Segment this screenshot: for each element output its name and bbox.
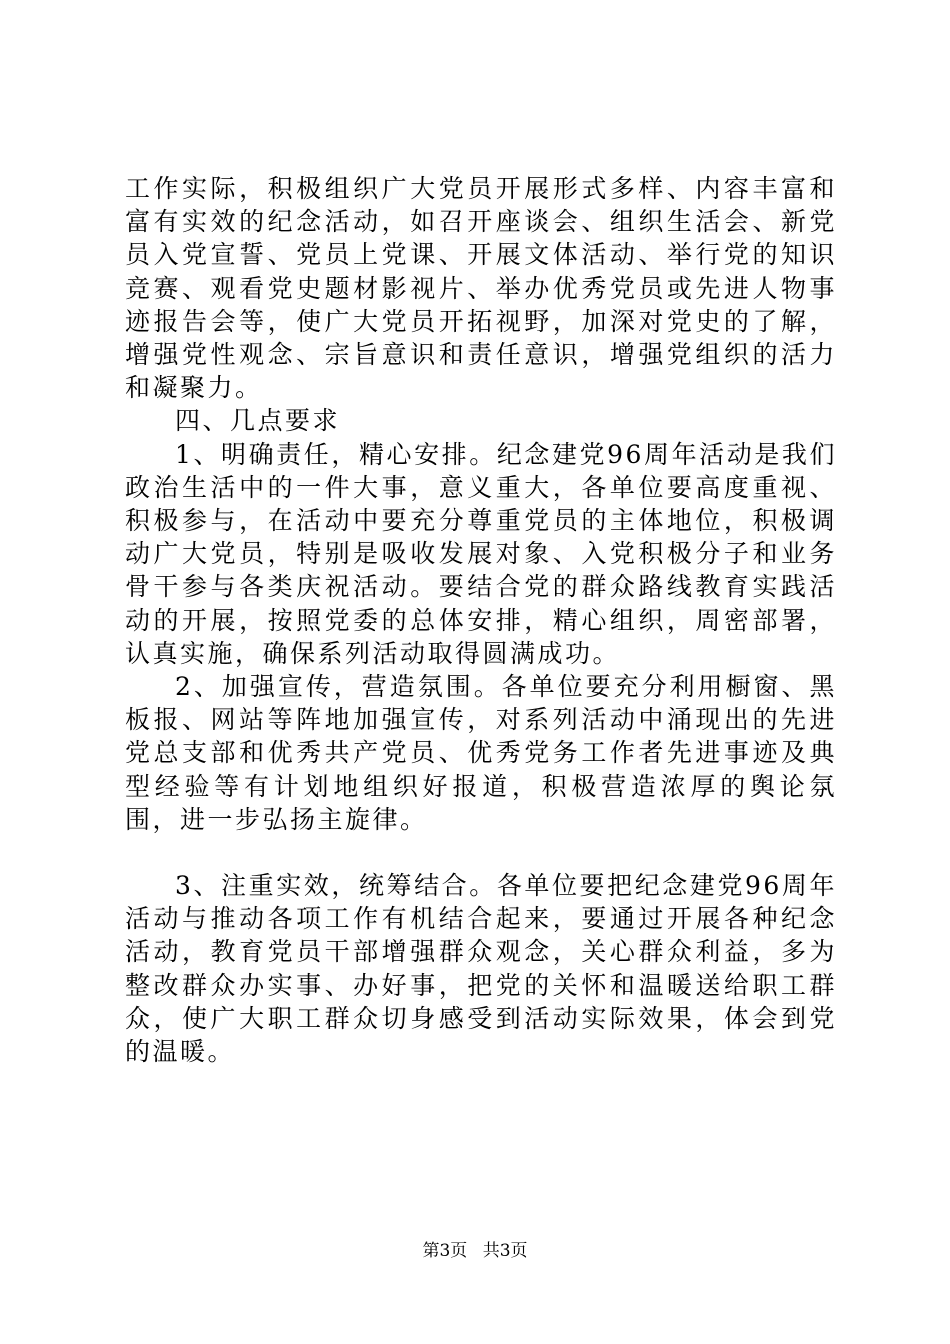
document-body	[125, 172, 837, 1068]
page-footer	[0, 1240, 950, 1262]
page-number: 第3页	[422, 1241, 468, 1261]
paragraph-continuation: 工作实际，积极组织广大党员开展形式多样、内容丰富和富有实效的纪念活动，如召开座谈会、组织生活会、新党员入党宣誓、党员上党课、开展文体活动、举行党的知识竞赛、观看党史题材影视片、举办优秀党员或先进人物事迹报告会等，使广大党员开拓视野，加深对党史的了解，增强党性观念、宗旨意识和责任意识，增强党组织的活力和凝聚力。	[125, 174, 837, 403]
section-heading: 四、几点要求	[175, 406, 341, 436]
paragraph-requirement-3: 3、注重实效，统筹结合。各单位要把纪念建党96周年活动与推动各项工作有机结合起来，要通过开展各种纪念活动，教育党员干部增强群众观念，关心群众利益，多为整改群众办实事、办好事，把党的关怀和温暖送给职工群众，使广大职工群众切身感受到活动实际效果，体会到党的温暖。	[125, 871, 837, 1067]
page-total: 共3页	[482, 1241, 528, 1261]
paragraph-requirement-2: 2、加强宣传，营造氛围。各单位要充分利用橱窗、黑板报、网站等阵地加强宣传，对系列活动中涌现出的先进党总支部和优秀共产党员、优秀党务工作者先进事迹及典型经验等有计划地组织好报道，积极营造浓厚的舆论氛围，进一步弘扬主旋律。	[125, 672, 837, 834]
paragraph-requirement-1: 1、明确责任，精心安排。纪念建党96周年活动是我们政治生活中的一件大事，意义重大，各单位要高度重视、积极参与，在活动中要充分尊重党员的主体地位，积极调动广大党员，特别是吸收发展对象、入党积极分子和业务骨干参与各类庆祝活动。要结合党的群众路线教育实践活动的开展，按照党委的总体安排，精心组织，周密部署，认真实施，确保系列活动取得圆满成功。	[125, 439, 837, 668]
